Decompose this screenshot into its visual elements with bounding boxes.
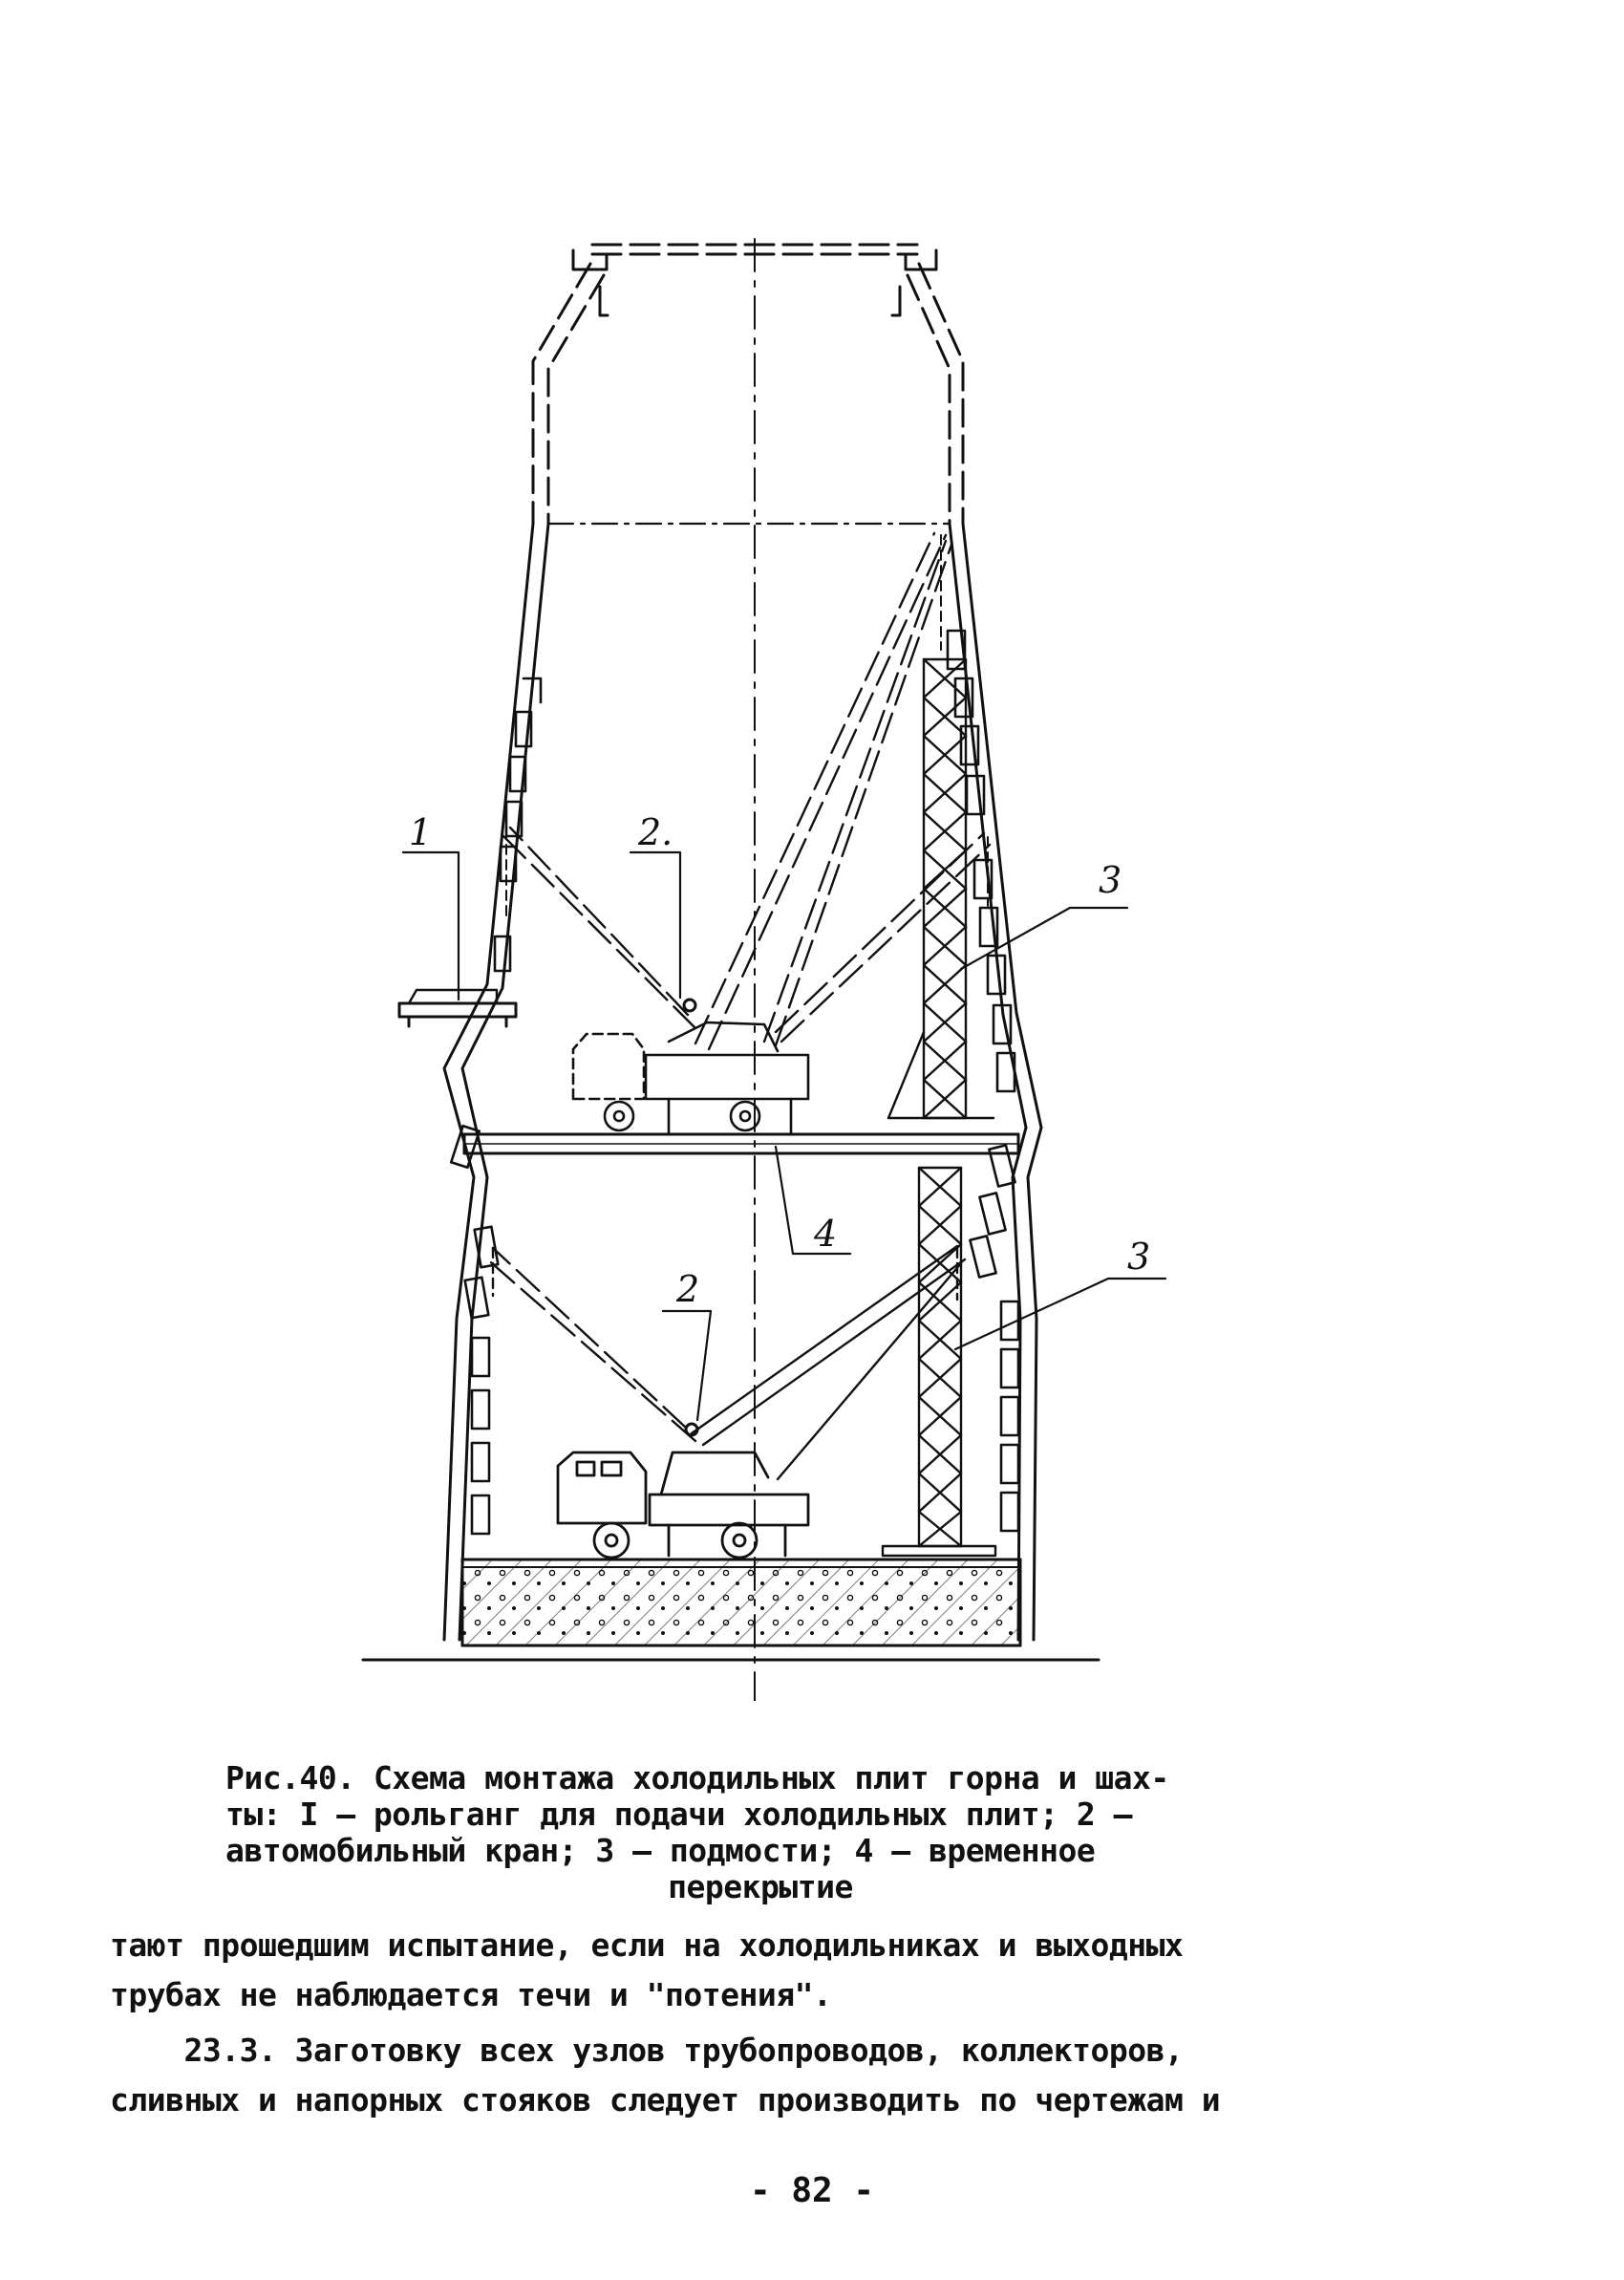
body-line: 23.3. Заготовку всех узлов трубопроводов, коллекторов, [110,2032,1184,2069]
body-line: тают прошедшим испытание, если на холодильниках и выходных [110,1926,1184,1964]
cooling-plates-bosh-left [451,1126,498,1534]
callout-4: 4 [814,1213,838,1255]
crane-truck-upper [573,1022,808,1133]
furnace-shell-left [444,264,604,1640]
callout-2-upper: 2. [638,811,673,853]
callout-3-upper: 3 [1099,859,1122,901]
caption-line: автомобильный кран; 3 – подмости; 4 – временное [225,1832,1096,1869]
body-line: трубах не наблюдается течи и "потения". [110,1976,832,2013]
furnace-shell-right [908,264,1041,1640]
page-number: - 82 - [749,2171,875,2210]
crane-booms-lower [485,1246,965,1479]
callout-2-lower: 2 [676,1268,700,1310]
figure-caption [225,1760,1295,1905]
caption-line: ты: I – рольганг для подачи холодильных плит; 2 – [225,1796,1133,1833]
body-line: сливных и напорных стояков следует производить по чертежам и [110,2081,1221,2119]
crane-truck-lower [558,1452,808,1558]
foundation [462,1559,1020,1645]
callout-3-lower: 3 [1127,1236,1151,1278]
scaffold-lower [883,1168,995,1556]
body-text [110,1921,1352,2125]
callout-leaders [403,852,1165,1420]
caption-line: перекрытие [668,1868,853,1905]
callout-1: 1 [409,811,433,853]
caption-line: Рис.40. Схема монтажа холодильных плит горна и шах- [225,1759,1169,1796]
temporary-floor [464,1134,1018,1153]
crane-booms-upper [501,533,990,1049]
